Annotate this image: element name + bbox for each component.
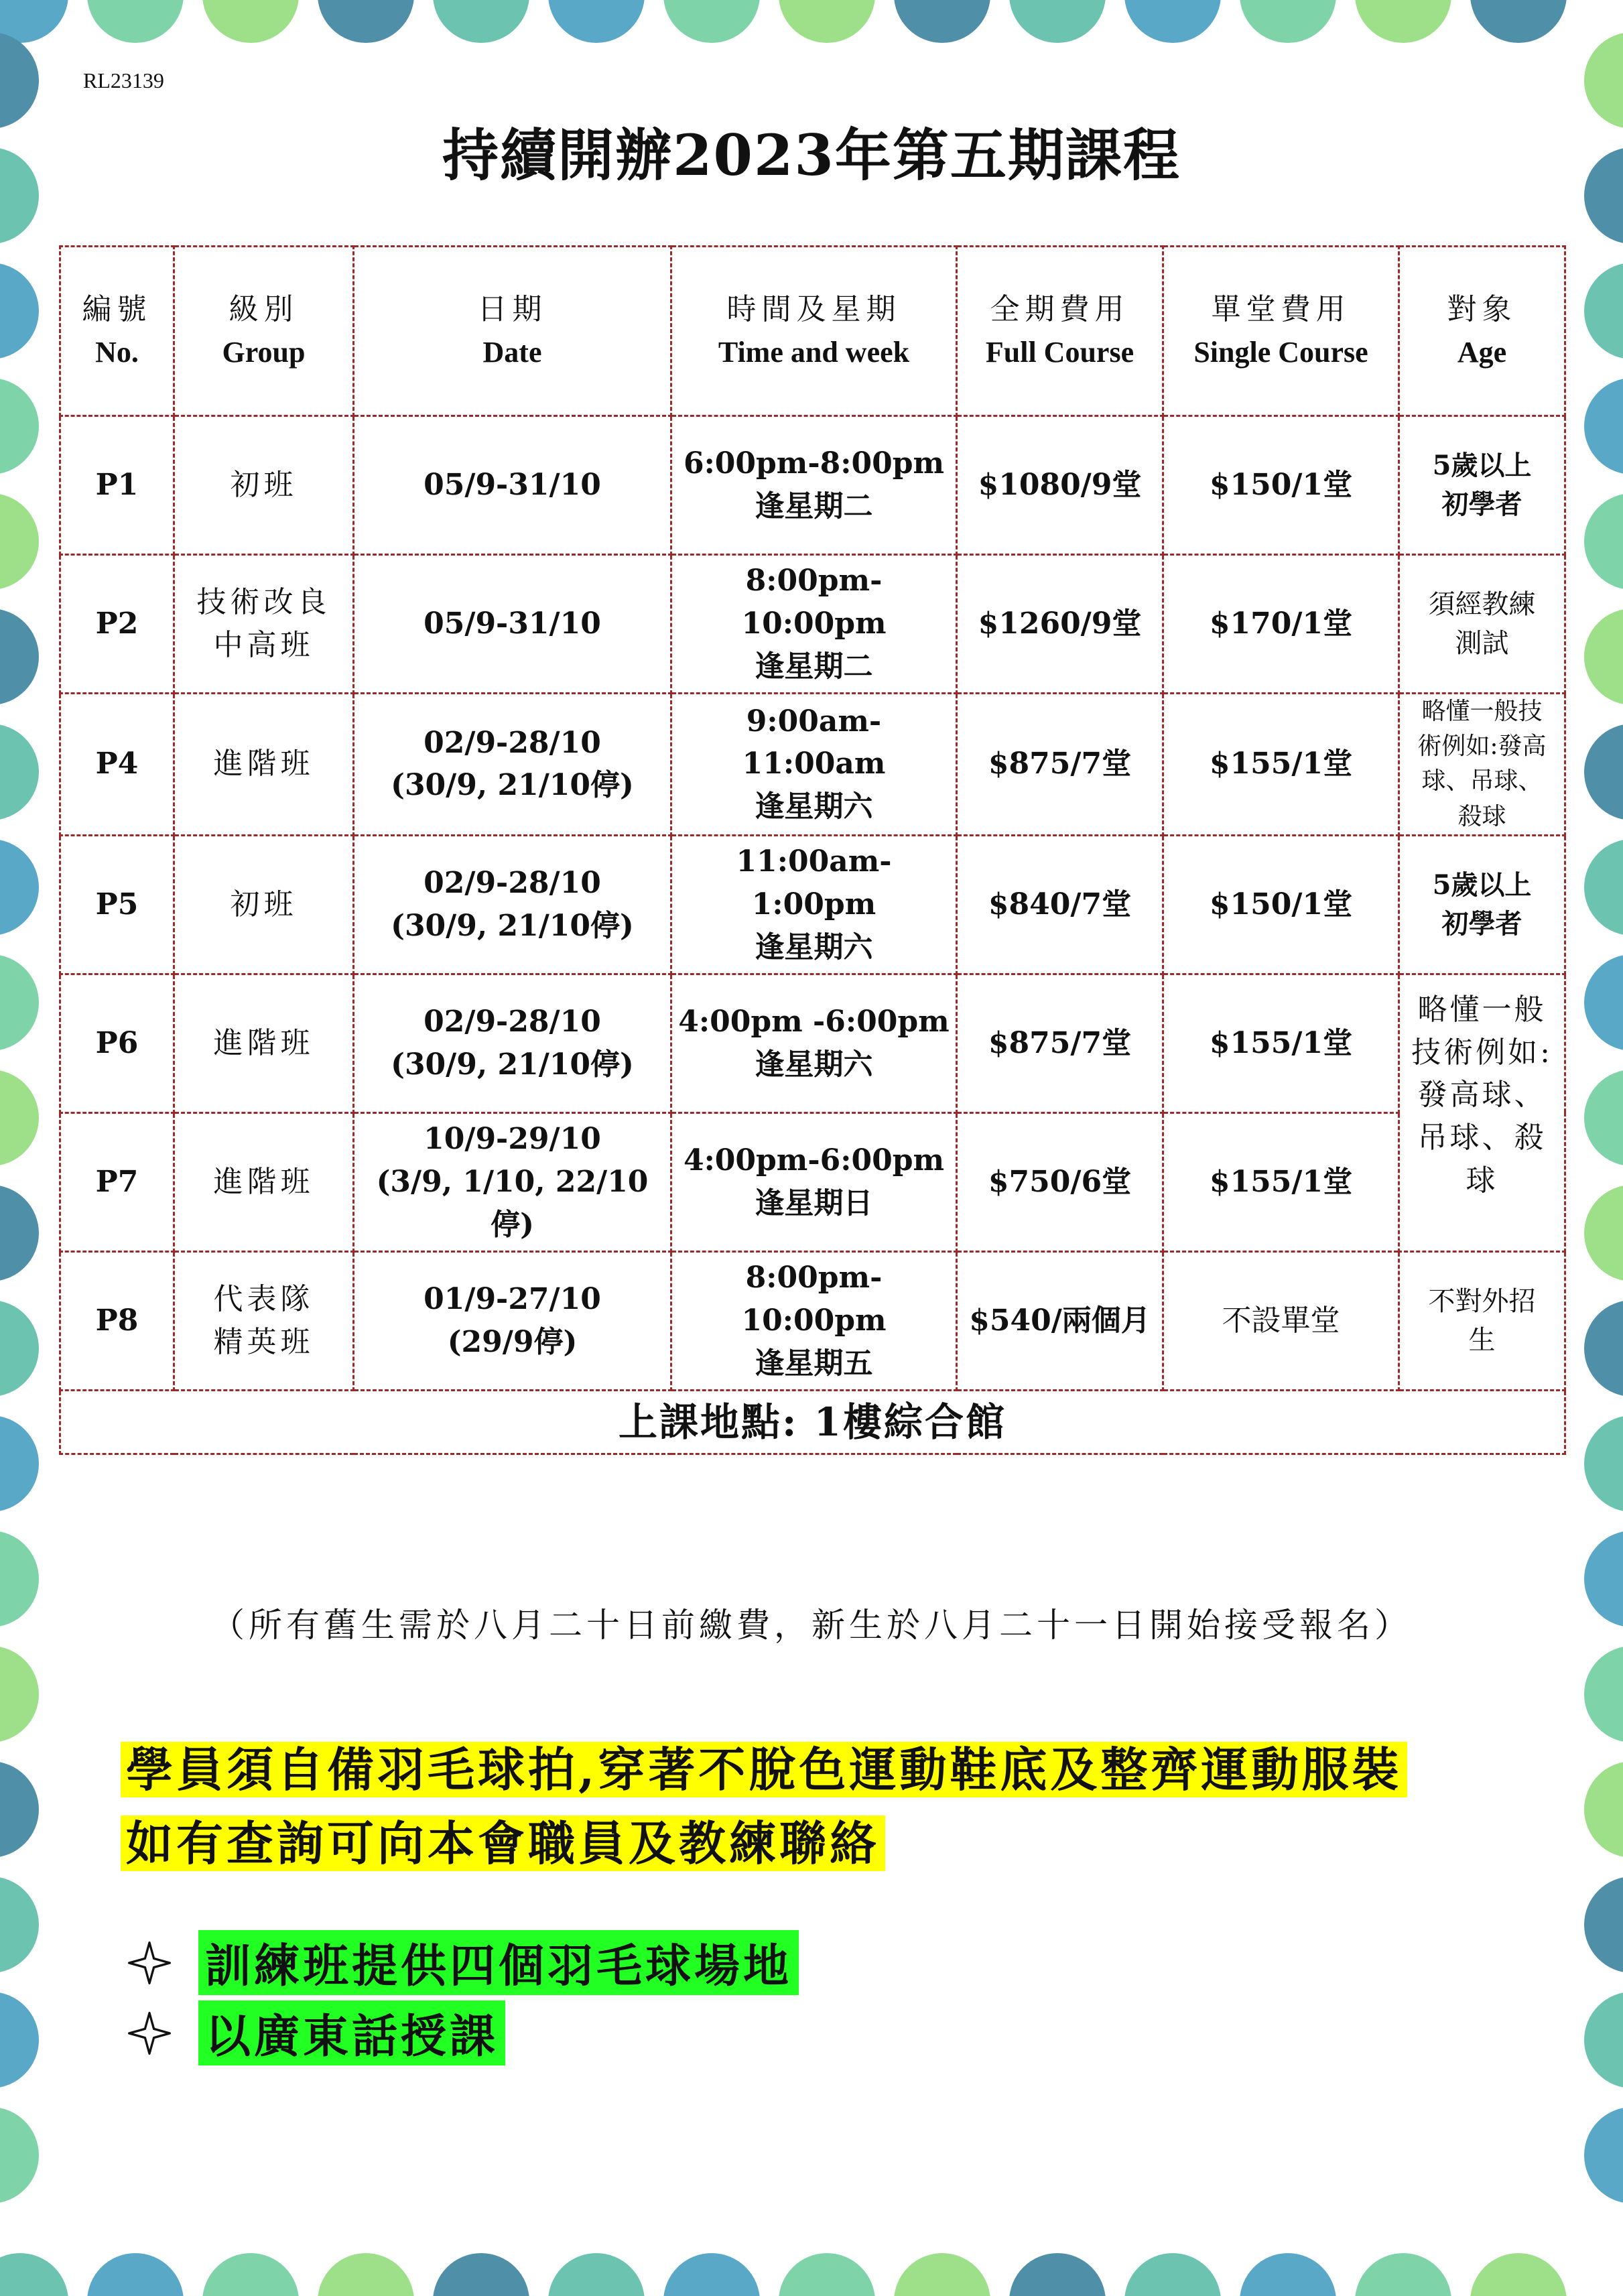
course-group: 初班 bbox=[174, 416, 354, 555]
course-date: 02/9-28/10 (30/9, 21/10停) bbox=[354, 974, 671, 1112]
course-date: 02/9-28/10 (30/9, 21/10停) bbox=[354, 835, 671, 974]
course-single-fee: $150/1堂 bbox=[1163, 416, 1399, 555]
course-single-fee: $150/1堂 bbox=[1163, 835, 1399, 974]
course-full-fee: $1080/9堂 bbox=[957, 416, 1163, 555]
table-row bbox=[60, 694, 1565, 836]
course-age: 須經教練 測試 bbox=[1399, 555, 1565, 694]
course-time: 4:00pm-6:00pm 逢星期日 bbox=[671, 1112, 957, 1251]
four-point-star-icon bbox=[127, 2011, 172, 2055]
table-row bbox=[60, 555, 1565, 694]
header-full-course: 全期費用 Full Course bbox=[957, 247, 1163, 416]
course-full-fee: $875/7堂 bbox=[957, 974, 1163, 1112]
bullet-text: 訓練班提供四個羽毛球場地 bbox=[198, 1930, 799, 1995]
course-age: 5歲以上 初學者 bbox=[1399, 835, 1565, 974]
course-single-fee: $170/1堂 bbox=[1163, 555, 1399, 694]
course-time: 11:00am-1:00pm 逢星期六 bbox=[671, 835, 957, 974]
registration-note: （所有舊生需於八月二十日前繳費，新生於八月二十一日開始接受報名） bbox=[211, 1606, 1412, 1645]
course-single-fee: $155/1堂 bbox=[1163, 1112, 1399, 1251]
course-no: P6 bbox=[60, 974, 174, 1112]
bullet-text: 以廣東話授課 bbox=[198, 2000, 505, 2065]
course-no: P1 bbox=[60, 416, 174, 555]
course-age: 略懂一般 技術例如: 發高球、 吊球、殺 球 bbox=[1399, 974, 1565, 1251]
course-full-fee: $840/7堂 bbox=[957, 835, 1163, 974]
course-full-fee: $750/6堂 bbox=[957, 1112, 1163, 1251]
course-single-fee: $155/1堂 bbox=[1163, 974, 1399, 1112]
course-date: 10/9-29/10 (3/9, 1/10, 22/10停) bbox=[354, 1112, 671, 1251]
header-age: 對象 Age bbox=[1399, 247, 1565, 416]
header-group: 級別 Group bbox=[174, 247, 354, 416]
requirement-line: 如有查詢可向本會職員及教練聯絡 bbox=[121, 1806, 885, 1874]
course-no: P5 bbox=[60, 835, 174, 974]
course-group: 技術改良 中高班 bbox=[174, 555, 354, 694]
course-no: P8 bbox=[60, 1251, 174, 1390]
course-group: 初班 bbox=[174, 835, 354, 974]
table-row bbox=[60, 416, 1565, 555]
bullet-item bbox=[127, 1930, 799, 1995]
header-single-course: 單堂費用 Single Course bbox=[1163, 247, 1399, 416]
course-no: P2 bbox=[60, 555, 174, 694]
course-no: P4 bbox=[60, 694, 174, 836]
course-full-fee: $540/兩個月 bbox=[957, 1251, 1163, 1390]
course-no: P7 bbox=[60, 1112, 174, 1251]
course-table bbox=[59, 245, 1566, 1455]
header-date: 日期 Date bbox=[354, 247, 671, 416]
course-age: 5歲以上 初學者 bbox=[1399, 416, 1565, 555]
bullet-item bbox=[127, 2000, 505, 2065]
course-group: 進階班 bbox=[174, 1112, 354, 1251]
course-time: 4:00pm -6:00pm 逢星期六 bbox=[671, 974, 957, 1112]
course-age: 不對外招 生 bbox=[1399, 1251, 1565, 1390]
course-date: 05/9-31/10 bbox=[354, 416, 671, 555]
table-row bbox=[60, 835, 1565, 974]
course-group: 進階班 bbox=[174, 694, 354, 836]
course-date: 01/9-27/10 (29/9停) bbox=[354, 1251, 671, 1390]
table-row bbox=[60, 1251, 1565, 1390]
course-single-fee: $155/1堂 bbox=[1163, 694, 1399, 836]
table-header-row bbox=[60, 247, 1565, 416]
course-age: 略懂一般技 術例如:發高 球、吊球、 殺球 bbox=[1399, 694, 1565, 836]
requirement-line: 學員須自備羽毛球拍,穿著不脫色運動鞋底及整齊運動服裝 bbox=[121, 1732, 1407, 1800]
table-row bbox=[60, 1112, 1565, 1251]
four-point-star-icon bbox=[127, 1941, 172, 1985]
course-time: 6:00pm-8:00pm 逢星期二 bbox=[671, 416, 957, 555]
venue-text: 上課地點: 1樓綜合館 bbox=[60, 1390, 1565, 1454]
course-time: 9:00am-11:00am 逢星期六 bbox=[671, 694, 957, 836]
course-group: 代表隊 精英班 bbox=[174, 1251, 354, 1390]
course-time: 8:00pm-10:00pm 逢星期五 bbox=[671, 1251, 957, 1390]
reference-code: RL23139 bbox=[83, 68, 164, 92]
venue-row bbox=[60, 1390, 1565, 1454]
course-single-fee: 不設單堂 bbox=[1163, 1251, 1399, 1390]
header-no: 編號 No. bbox=[60, 247, 174, 416]
header-time: 時間及星期 Time and week bbox=[671, 247, 957, 416]
course-group: 進階班 bbox=[174, 974, 354, 1112]
table-row bbox=[60, 974, 1565, 1112]
course-time: 8:00pm-10:00pm 逢星期二 bbox=[671, 555, 957, 694]
course-full-fee: $875/7堂 bbox=[957, 694, 1163, 836]
course-full-fee: $1260/9堂 bbox=[957, 555, 1163, 694]
course-date: 02/9-28/10 (30/9, 21/10停) bbox=[354, 694, 671, 836]
course-date: 05/9-31/10 bbox=[354, 555, 671, 694]
page-title: 持續開辦2023年第五期課程 bbox=[442, 122, 1181, 188]
